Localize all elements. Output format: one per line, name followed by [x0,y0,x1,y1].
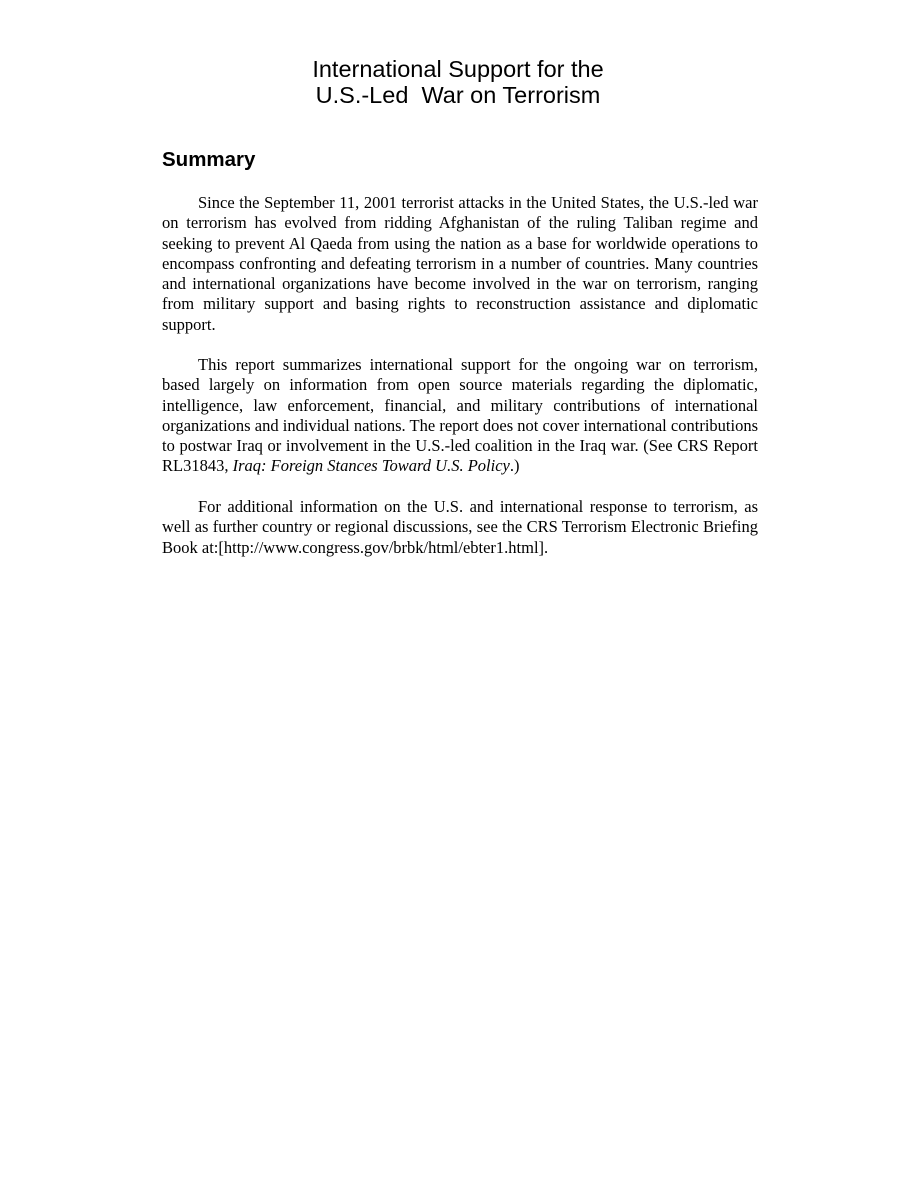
title-line-2: U.S.-Led War on Terrorism [315,82,601,108]
report-title-italic: Iraq: Foreign Stances Toward U.S. Policy [232,456,510,476]
paragraph-2-text: This report summarizes international support for the ongoing war on terrorism, based largely on information from open source materials regarding the diplomatic, intelligence, law enforcement, financial, and military contributions of international organizations and individual nations. The report does not cover international contributions to postwar Iraq or involvement in the U.S.-led coalition in the Iraq war. (See CRS Report RL31843, [162,355,758,476]
title-line-1: International Support for the [312,56,604,82]
paragraph-3-text: For additional information on the U.S. and international response to terrorism, as well as further country or regional discussions, see the CRS Terrorism Electronic Briefing Book at:[http://www.congress.gov/brbk/html/ebter1.html]. [162,497,758,557]
summary-heading: Summary [162,148,256,171]
summary-paragraph-3 [162,497,758,558]
document-title [0,56,916,108]
paragraph-2-end: .) [509,456,520,476]
summary-paragraph-1 [162,193,758,335]
paragraph-1-text: Since the September 11, 2001 terrorist attacks in the United States, the U.S.-led war on terrorism has evolved from ridding Afghanistan of the ruling Taliban regime and seeking to prevent Al Qaeda from using the nation as a base for worldwide operations to encompass confronting and defeating terrorism in a number of countries. Many countries and international organizations have become involved in the war on terrorism, ranging from military support and basing rights to reconstruction assistance and diplomatic support. [162,193,758,334]
summary-paragraph-2 [162,355,758,477]
